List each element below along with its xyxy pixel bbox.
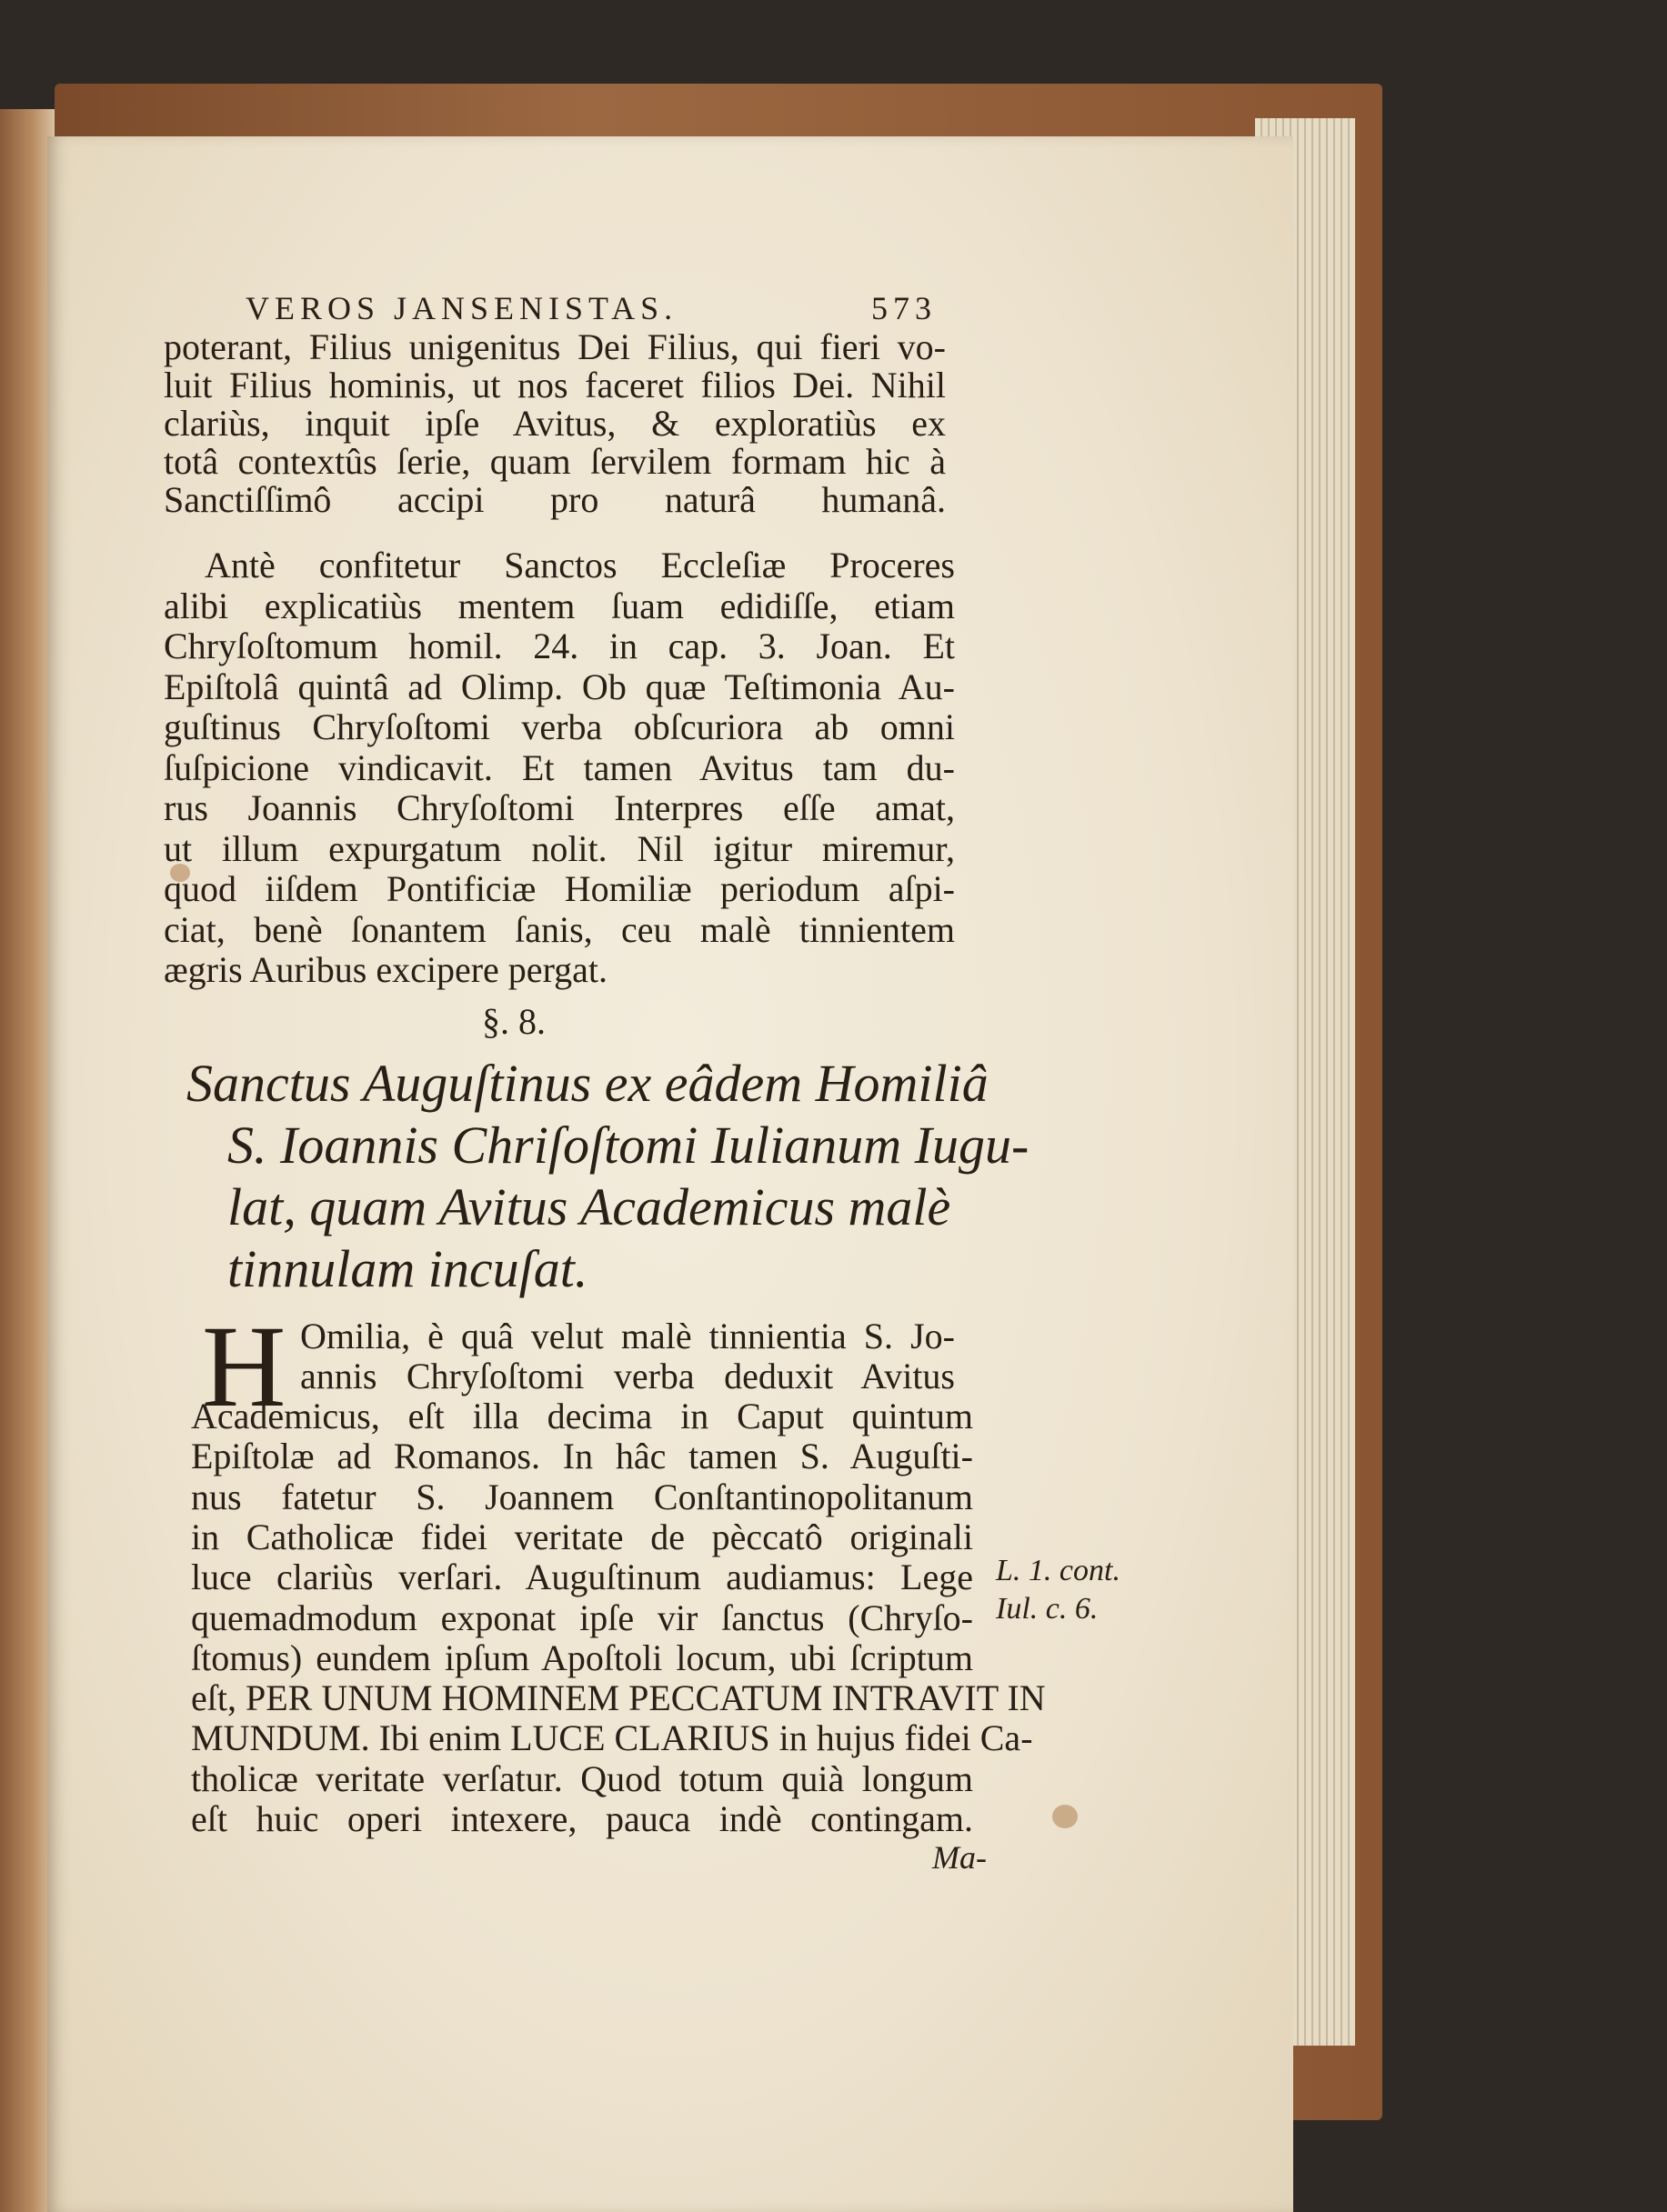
stain-spot [1052, 1805, 1078, 1828]
text-line: luit Filius hominis, ut nos faceret filios Dei. Nihil [164, 365, 946, 405]
text-line: rus Joannis Chryſoſtomi Interpres eſſe amat, [164, 787, 955, 828]
left-page-edge [0, 109, 55, 2212]
text-line: quod iiſdem Pontificiæ Homiliæ periodum aſpi- [164, 868, 955, 909]
text-line: Sanctiſſimô accipi pro naturâ humanâ. [164, 479, 946, 520]
catchword: Ma- [932, 1839, 987, 1876]
text-line: Omilia, è quâ velut malè tinnientia S. Jo- [300, 1316, 955, 1356]
text-line: luce clariùs verſari. Auguſtinum audiamus: Lege [191, 1556, 973, 1598]
text-line: ſtomus) eundem ipſum Apoſtoli locum, ubi ſcriptum [191, 1636, 973, 1678]
text-line: in Catholicæ fidei veritate de pèccatô originali [191, 1516, 973, 1557]
text-line: ciat, benè ſonantem ſanis, ceu malè tinnientem [164, 908, 955, 950]
text-line: ægris Auribus excipere pergat. [164, 949, 608, 990]
drop-capital: H [202, 1302, 286, 1431]
running-title: VEROS JANSENISTAS. [246, 290, 678, 326]
text-line: quemadmodum exponat ipſe vir ſanctus (Chryſo- [191, 1596, 973, 1638]
text-line: Antè confitetur Sanctos Eccleſiæ Proceres [205, 545, 955, 586]
text-line: poterant, Filius unigenitus Dei Filius, qui fieri vo- [164, 326, 946, 367]
text-line: lat, quam Avitus Academicus malè [227, 1177, 951, 1236]
text-line: guſtinus Chryſoſtomi verba obſcuriora ab omni [164, 706, 955, 747]
text-line: alibi explicatiùs mentem ſuam edidiſſe, etiam [164, 585, 955, 626]
page-number: 573 [871, 290, 937, 326]
section-mark: §. 8. [482, 1001, 546, 1042]
margin-note-line: L. 1. cont. [996, 1554, 1120, 1587]
text-line: eſt, PER UNUM HOMINEM PECCATUM INTRAVIT IN [191, 1677, 1046, 1719]
text-line: nus fatetur S. Joannem Conſtantinopolitanum [191, 1476, 973, 1517]
text-line: Sanctus Auguſtinus ex eâdem Homiliâ [186, 1054, 989, 1113]
running-header [246, 289, 937, 327]
text-line: eſt huic operi intexere, pauca indè contingam. [191, 1798, 973, 1839]
text-line: ut illum expurgatum nolit. Nil igitur miremur, [164, 827, 955, 869]
text-line: clariùs, inquit ipſe Avitus, & exploratiùs ex [164, 403, 946, 444]
margin-note-line: Iul. c. 6. [996, 1592, 1099, 1626]
text-line: MUNDUM. Ibi enim LUCE CLARIUS in hujus fidei Ca- [191, 1717, 1033, 1759]
text-line: annis Chryſoſtomi verba deduxit Avitus [300, 1356, 955, 1396]
text-line: totâ contextûs ſerie, quam ſervilem formam hic à [164, 441, 946, 482]
text-line: Chryſoſtomum homil. 24. in cap. 3. Joan. Et [164, 626, 955, 666]
text-line: Epiſtolâ quintâ ad Olimp. Ob quæ Teſtimonia Au- [164, 666, 955, 707]
text-line: tinnulam incuſat. [227, 1239, 588, 1298]
text-line: S. Ioannis Chriſoſtomi Iulianum Iugu- [227, 1116, 1029, 1175]
text-line: ſuſpicione vindicavit. Et tamen Avitus tam du- [164, 746, 955, 788]
text-line: tholicæ veritate verſatur. Quod totum quià longum [191, 1757, 973, 1799]
text-line: Epiſtolæ ad Romanos. In hâc tamen S. Auguſti- [191, 1436, 973, 1477]
text-line: Academicus, eſt illa decima in Caput quintum [191, 1396, 973, 1436]
